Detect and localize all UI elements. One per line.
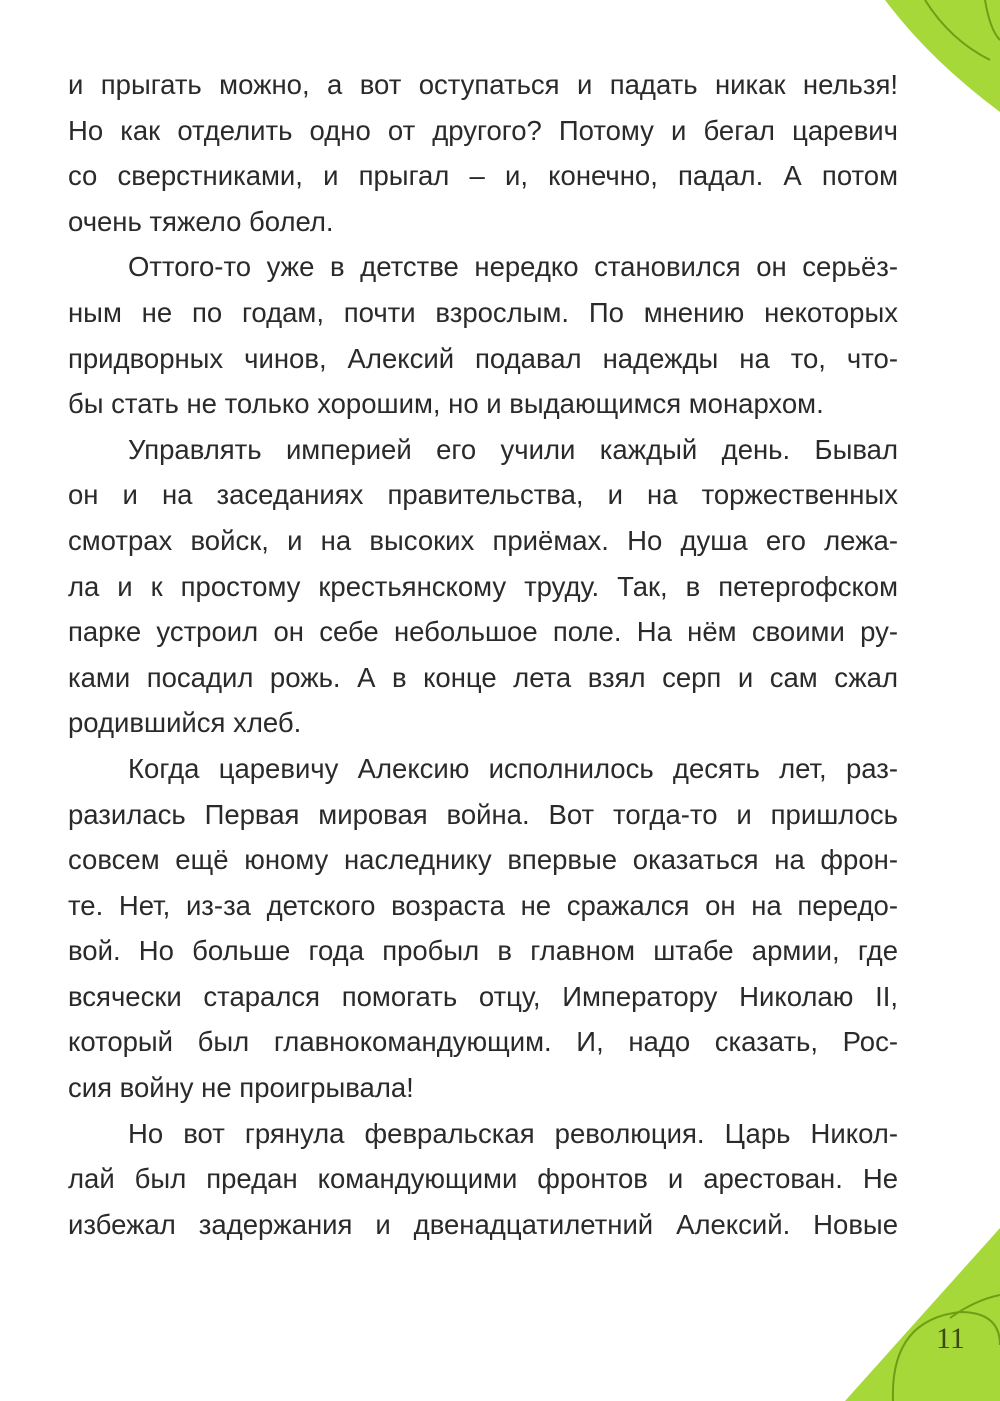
- text-line: очень тяжело болел.: [68, 205, 334, 237]
- text-line: Оттого-то уже в детстве нередко становился он серьёз-: [128, 251, 898, 283]
- text-line: бы стать не только хорошим, но и выдающимся монархом.: [68, 388, 824, 420]
- text-line: Управлять империей его учили каждый день. Бывал: [128, 433, 898, 465]
- paragraph: [68, 427, 898, 746]
- corner-leaf-bottom-right: [845, 1228, 1000, 1401]
- text-line: и прыгать можно, а вот оступаться и падать никак нельзя!: [68, 69, 898, 100]
- text-line: смотрах войск, и на высоких приёмах. Но душа его лежа-: [68, 524, 898, 556]
- text-line: вой. Но больше года пробыл в главном штабе армии, где: [68, 935, 898, 967]
- text-line: Но вот грянула февральская революция. Царь Никол-: [128, 1117, 898, 1149]
- text-line: ла и к простому крестьянскому труду. Так, в петергофском: [68, 570, 898, 602]
- text-line: совсем ещё юному наследнику впервые оказаться на фрон-: [68, 844, 898, 876]
- text-line: ным не по годам, почти взрослым. По мнению некоторых: [68, 296, 898, 328]
- text-line: он и на заседаниях правительства, и на торжественных: [68, 479, 898, 511]
- text-line: придворных чинов, Алексий подавал надежды на то, что-: [68, 342, 898, 374]
- text-line: со сверстниками, и прыгал – и, конечно, падал. А потом: [68, 160, 898, 192]
- text-line: лай был предан командующими фронтов и арестован. Не: [68, 1163, 898, 1195]
- page-number: 11: [936, 1322, 965, 1355]
- corner-leaf-top-right: [885, 0, 1000, 112]
- body-text: [68, 62, 898, 1247]
- text-line: который был главнокомандующим. И, надо сказать, Рос-: [68, 1026, 898, 1058]
- text-line: сия войну не проигрывала!: [68, 1072, 414, 1104]
- text-line: Когда царевичу Алексию исполнилось десять лет, раз-: [128, 752, 898, 784]
- text-line: ками посадил рожь. А в конце лета взял серп и сам сжал: [68, 661, 898, 693]
- paragraph: [68, 746, 898, 1111]
- paragraph: [68, 244, 898, 426]
- text-line: Но как отделить одно от другого? Потому и бегал царевич: [68, 114, 898, 146]
- paragraph: [68, 62, 898, 244]
- text-line: разилась Первая мировая война. Вот тогда-то и пришлось: [68, 798, 898, 830]
- text-line: родившийся хлеб.: [68, 707, 302, 739]
- paragraph: [68, 1111, 898, 1248]
- text-line: те. Нет, из-за детского возраста не сражался он на передо-: [68, 889, 898, 921]
- text-line: всячески старался помогать отцу, Императору Николаю II,: [68, 980, 898, 1012]
- text-line: избежал задержания и двенадцатилетний Алексий. Новые: [68, 1208, 898, 1240]
- text-line: парке устроил он себе небольшое поле. На нём своими ру-: [68, 616, 898, 648]
